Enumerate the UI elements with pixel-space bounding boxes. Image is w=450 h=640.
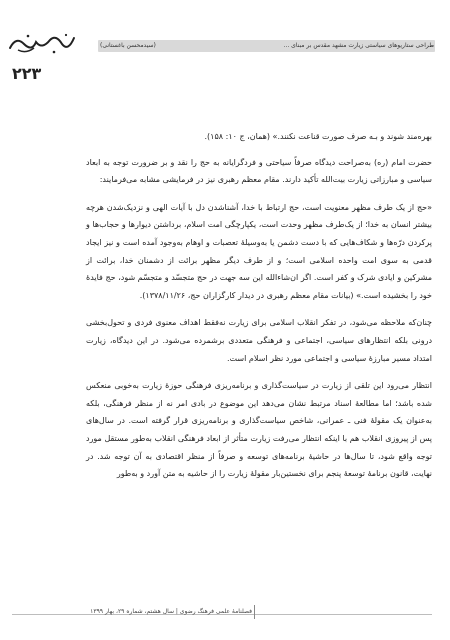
paragraph: انتظار می‌رود این تلقی از زیارت در سیاست‌گذاری و برنامه‌ریزی فرهنگی حوزهٔ زیارت به‌خوبی منعکس شده باشد؛ اما مطالعهٔ اسناد مرتبط نشان می‌دهد این موضوع در بادی امر نه از منظر فرهنگی، بلکه به‌عنوان یک مقولهٔ فنی ـ عمرانی، شاخص سیاست‌گذاری و برنامه‌ریزی قرار گرفته است. در سال‌های پس از پیروزی انقلاب هم با اینکه انتظار می‌رفت زیارت متأثر از ابعاد فرهنگی انقلاب به‌طور مستقل مورد توجه واقع شود، تا سال‌ها در حاشیهٔ برنامه‌های توسعه و صرفاً از منظر اقتصادی به آن توجه شد. در نهایت، قانون برنامهٔ توسعهٔ پنجم برای نخستین‌بار مقولهٔ زیارت را از حاشیه به متن آورد و به‌طور	[86, 381, 432, 479]
quote-paragraph: «حج از یک طرف مظهر معنویت است، حج ارتباط با خدا، آشنا‌شدن دل با آیات الهی و نزدیک‌شدن هرچه بیشتر انسان به خدا؛ از یک‌طرف مظهر وحدت است، یکپارچگی امت اسلام، برداشتن دیوارها و حجاب‌ها و پرکردن درّه‌ها و شکاف‌هایی که با دست دشمن یا به‌وسیلهٔ تعصبات و اوهام به‌وجود آمده است و نیز ایجاد قدمی به سوی امت واحده اسلامی است؛ و از طرف دیگر مظهر برائت از دشمنان خدا، برائت از مشرکین و ایادی شرک و کفر است. اگر ان‌شاءالله این سه جهت در حج متجسّد و متجسّم شود، حج فایدهٔ خود را بخشیده است.» (بیانات مقام معظم رهبری در دیدار کارگزاران حج، ۱۳۷۸/۱۱/۲۶).	[86, 202, 432, 300]
body-text	[86, 128, 432, 493]
farhang-razavi-logo	[6, 30, 78, 56]
paragraph: حضرت امام (ره) به‌صراحت دیدگاه صرفاً سیاحتی و فردگرایانه به حج را نقد و بر ضرورت توجه به ابعاد سیاسی و مبارزاتی زیارت بیت‌الله تأکید دارند. مقام معظم رهبری نیز در فرمایشی مشابه می‌فرمایند:	[86, 157, 432, 185]
journal-footer: فصلنامهٔ علمی فرهنگ رضوی | سال هشتم، شماره ۲۹، بهار ۱۳۹۹	[90, 608, 252, 615]
paragraph: چنان‌که ملاحظه می‌شود، در تفکر انقلاب اسلامی برای زیارت نه‌فقط اهداف معنوی فردی و تحول‌بخشی درونی بلکه انتظارهای سیاسی، اجتماعی و فرهنگی متعددی برشمرده می‌شود. در این دیدگاه، زیارت امتداد مسیر مبارزهٔ سیاسی و اجتماعی مورد نظر اسلام است.	[86, 318, 432, 363]
footer-separator	[254, 605, 255, 619]
running-header-author: (سیدمحسن باغستانی)	[100, 42, 156, 49]
page-number: ۲۲۳	[12, 64, 42, 83]
running-header-title: طراحی ستاریوهای سیاستی زیارت مشهد مقدس بر مبنای ...	[283, 42, 434, 49]
paragraph: بهره‌مند شوند و بـه صرف صورت قناعت نکنند.» (همان، ج ۱۰: ۱۵۸).	[204, 132, 432, 141]
